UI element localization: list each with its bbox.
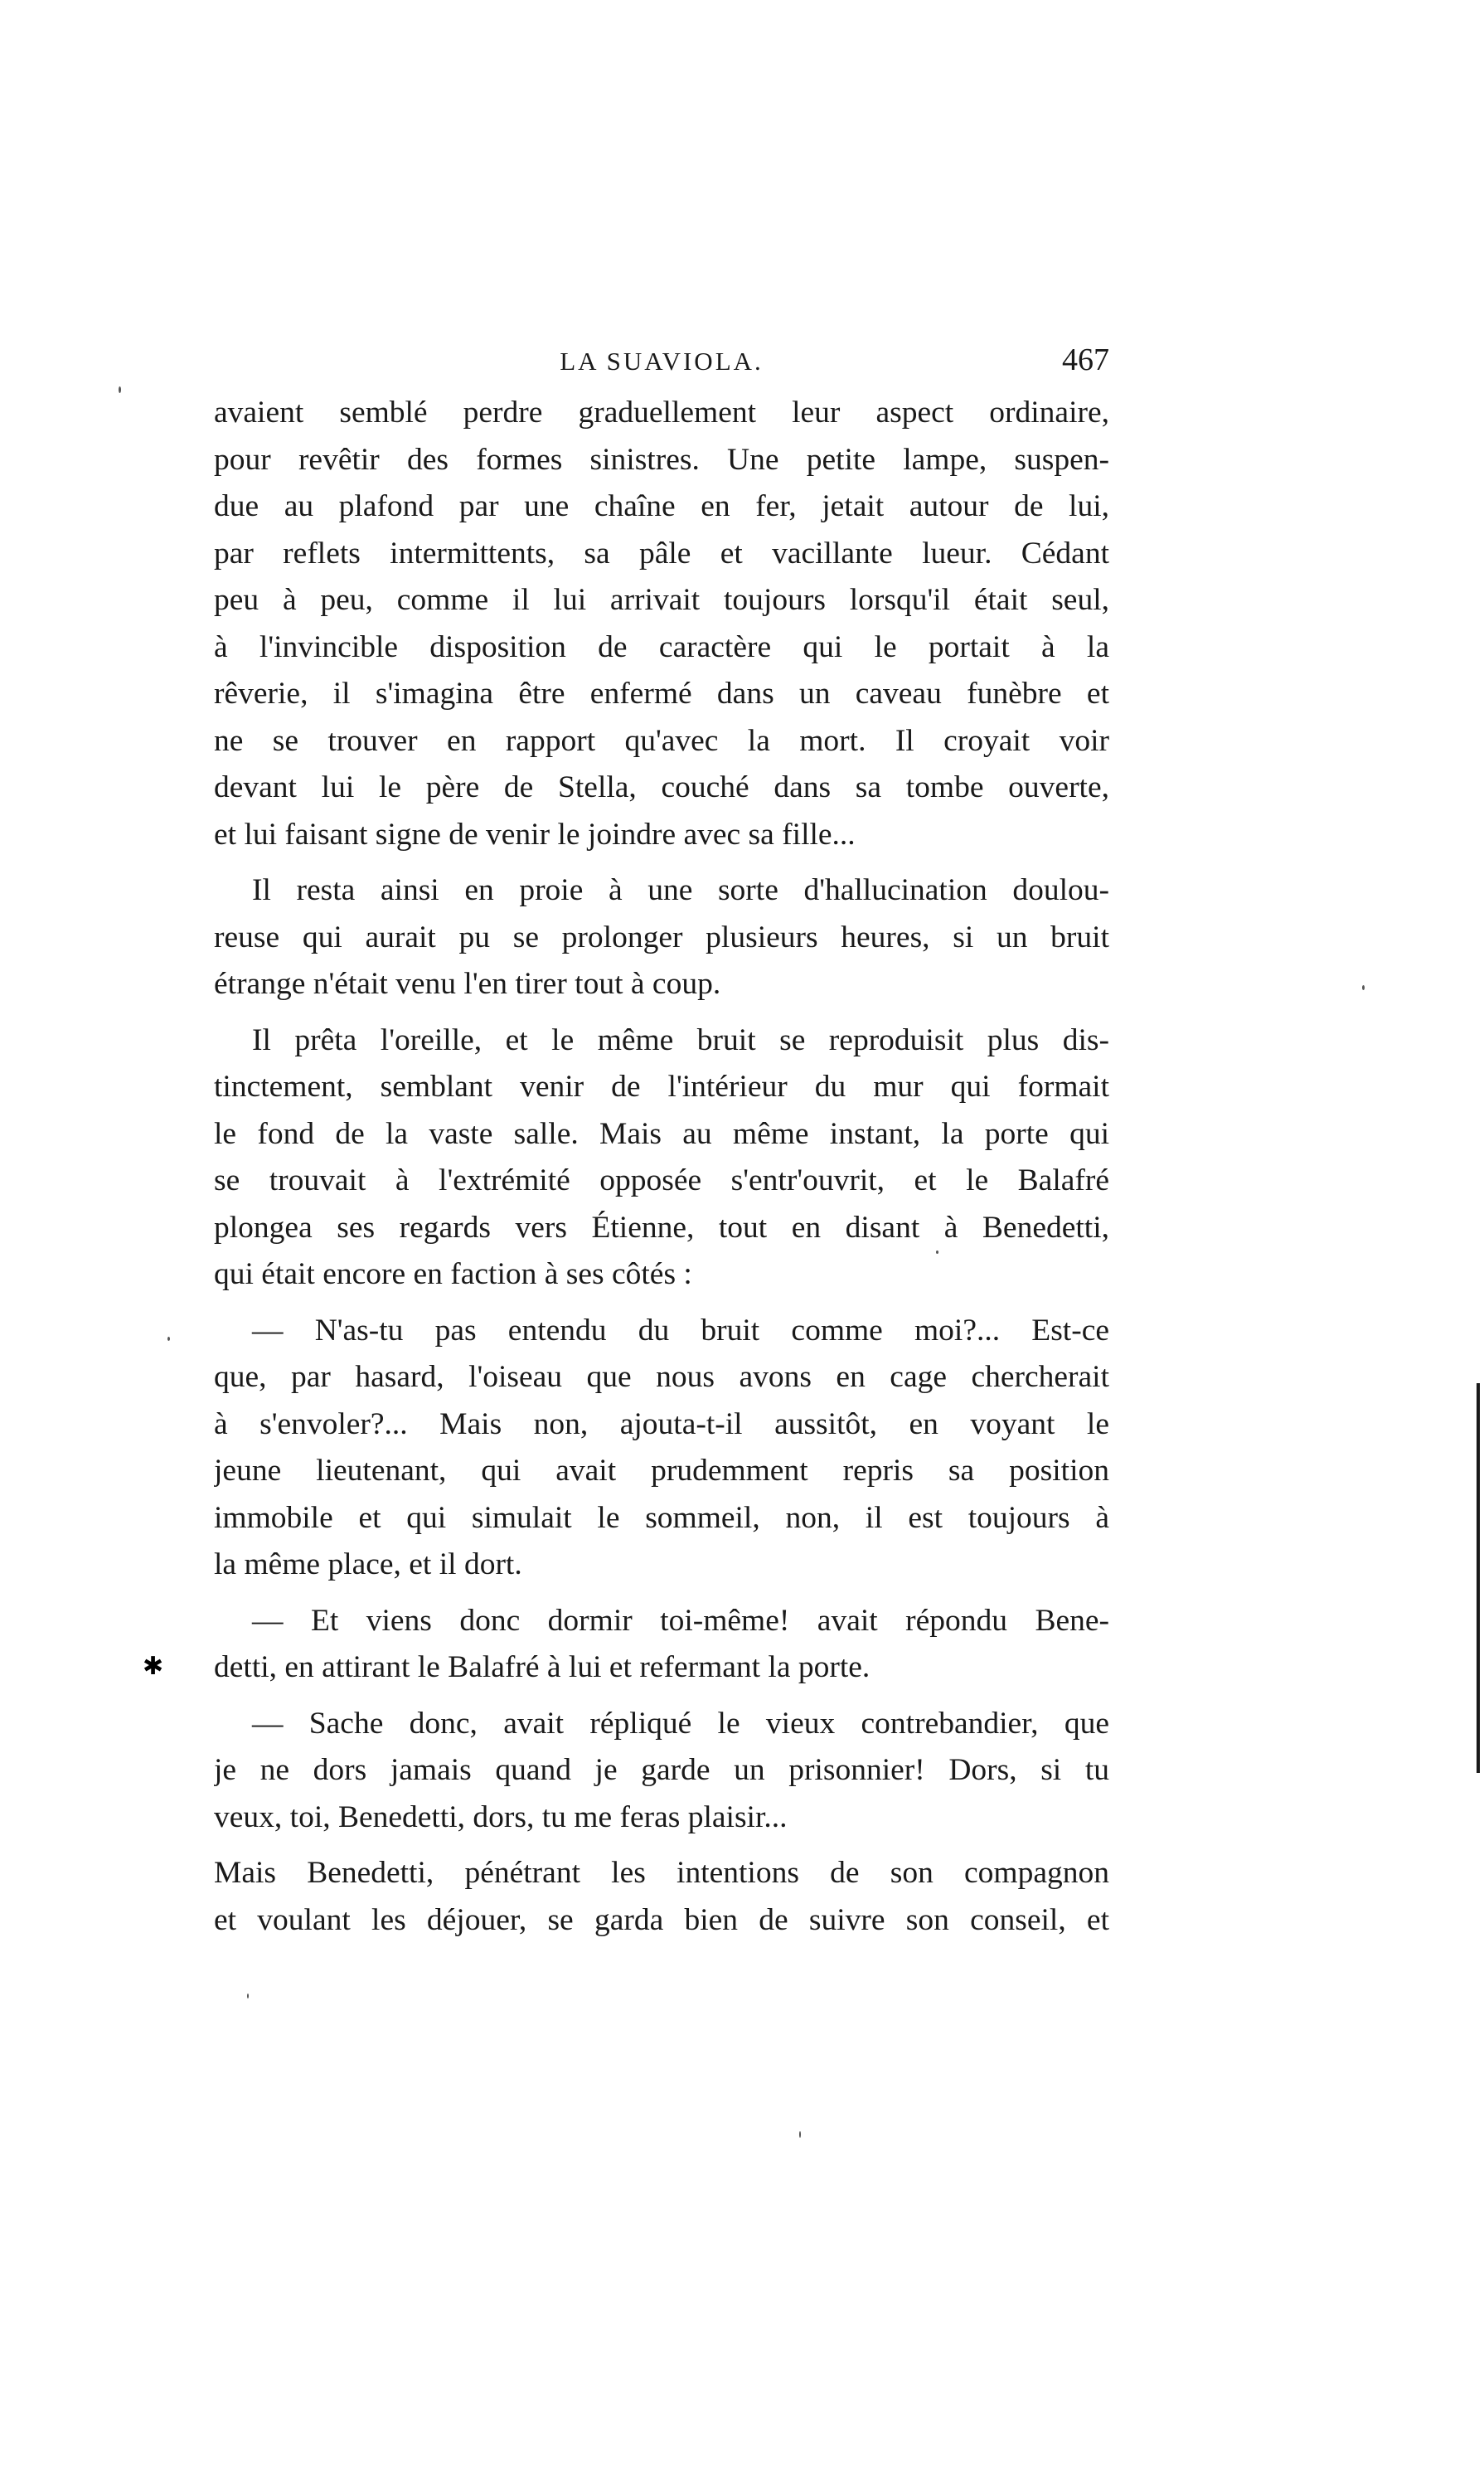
text-line: Mais Benedetti, pénétrant les intentions de son compagnon xyxy=(214,1856,1109,1890)
scan-speck xyxy=(799,2131,801,2138)
text-line: peu à peu, comme il lui arrivait toujours lorsqu'il était seul, xyxy=(214,583,1109,617)
text-line: se trouvait à l'extrémité opposée s'entr'ouvrit, et le Balafré xyxy=(214,1163,1109,1197)
text-line: jeune lieutenant, qui avait prudemment repris sa position xyxy=(214,1454,1109,1488)
text-line: devant lui le père de Stella, couché dans sa tombe ouverte, xyxy=(214,770,1109,804)
text-line: tinctement, semblant venir de l'intérieur du mur qui formait xyxy=(214,1070,1109,1104)
scan-speck xyxy=(936,1250,938,1254)
text-line: pour revêtir des formes sinistres. Une petite lampe, suspen- xyxy=(214,442,1109,477)
body-text xyxy=(214,390,1109,1953)
running-head xyxy=(214,342,1109,383)
text-line: et voulant les déjouer, se garda bien de suivre son conseil, et xyxy=(214,1902,1109,1937)
text-line: la même place, et il dort. xyxy=(214,1547,522,1581)
text-line: detti, en attirant le Balafré à lui et refermant la porte. xyxy=(214,1650,871,1684)
text-line: reuse qui aurait pu se prolonger plusieurs heures, si un bruit xyxy=(214,920,1109,954)
running-title: LA SUAVIOLA. xyxy=(560,347,764,376)
paragraph-4 xyxy=(214,1308,1109,1589)
scan-speck xyxy=(119,386,121,393)
text-line: qui était encore en faction à ses côtés : xyxy=(214,1257,692,1291)
margin-asterisk-icon: ✱ xyxy=(143,1653,164,1680)
text-line: à l'invincible disposition de caractère qui le portait à la xyxy=(214,629,1109,664)
text-line: le fond de la vaste salle. Mais au même instant, la porte qui xyxy=(214,1116,1109,1151)
scan-speck xyxy=(247,1994,249,1998)
text-line: immobile et qui simulait le sommeil, non, il est toujours à xyxy=(214,1500,1109,1535)
text-line: Il prêta l'oreille, et le même bruit se reproduisit plus dis- xyxy=(252,1022,1109,1057)
text-line: que, par hasard, l'oiseau que nous avons en cage chercherait xyxy=(214,1360,1109,1394)
paragraph-6 xyxy=(214,1701,1109,1842)
text-line: par reflets intermittents, sa pâle et vacillante lueur. Cédant xyxy=(214,536,1109,571)
text-line: je ne dors jamais quand je garde un prisonnier! Dors, si tu xyxy=(214,1753,1109,1787)
text-line: veux, toi, Benedetti, dors, tu me feras plaisir... xyxy=(214,1799,788,1834)
text-line: avaient semblé perdre graduellement leur aspect ordinaire, xyxy=(214,396,1109,430)
scan-speck xyxy=(167,1337,170,1341)
paragraph-1 xyxy=(214,390,1109,858)
paragraph-2 xyxy=(214,867,1109,1008)
text-line: ne se trouver en rapport qu'avec la mort. Il croyait voir xyxy=(214,723,1109,758)
text-line: étrange n'était venu l'en tirer tout à coup. xyxy=(214,967,721,1001)
text-line: à s'envoler?... Mais non, ajouta-t-il aussitôt, en voyant le xyxy=(214,1406,1109,1441)
text-line: Il resta ainsi en proie à une sorte d'hallucination doulou- xyxy=(252,873,1109,907)
page-number: 467 xyxy=(1062,342,1109,377)
scan-speck xyxy=(1362,985,1365,990)
paragraph-5 xyxy=(214,1598,1109,1692)
text-line: plongea ses regards vers Étienne, tout en disant à Benedetti, xyxy=(214,1210,1109,1245)
text-line: — Et viens donc dormir toi-même! avait répondu Bene- xyxy=(252,1603,1109,1638)
paragraph-7 xyxy=(214,1850,1109,1944)
text-line: — Sache donc, avait répliqué le vieux contrebandier, que xyxy=(252,1706,1109,1741)
scan-edge-line xyxy=(1477,1383,1480,1773)
paragraph-3 xyxy=(214,1017,1109,1299)
text-line: rêverie, il s'imagina être enfermé dans un caveau funèbre et xyxy=(214,677,1109,711)
text-line: due au plafond par une chaîne en fer, jetait autour de lui, xyxy=(214,489,1109,523)
text-line: et lui faisant signe de venir le joindre avec sa fille... xyxy=(214,817,856,852)
text-line: — N'as-tu pas entendu du bruit comme moi?... Est-ce xyxy=(252,1313,1109,1348)
